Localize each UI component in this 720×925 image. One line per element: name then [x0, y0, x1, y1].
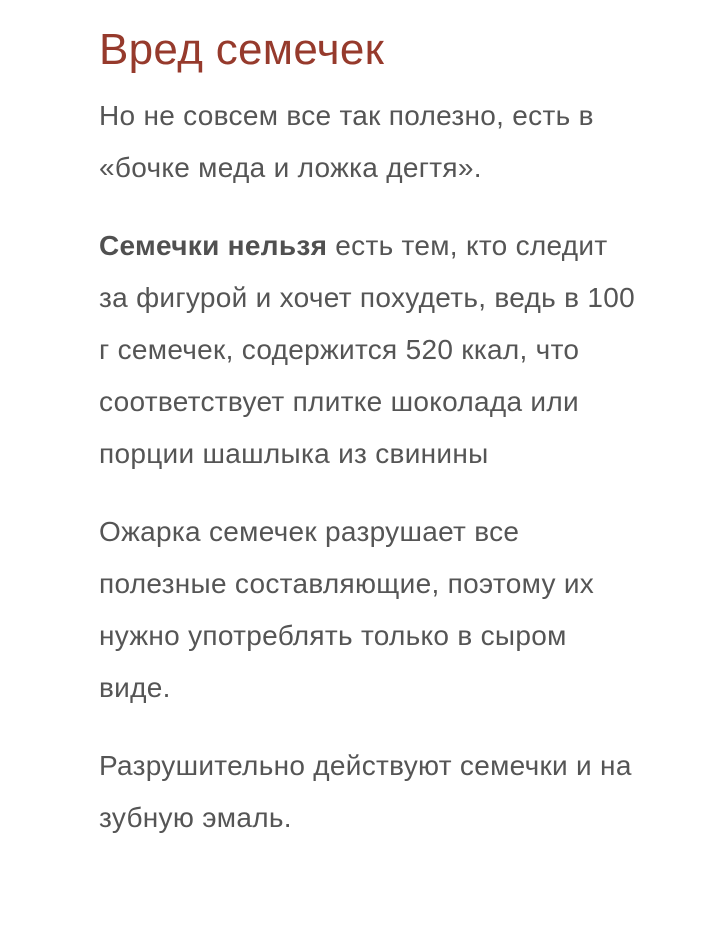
paragraph-calories — [99, 220, 639, 480]
article — [99, 20, 639, 844]
paragraph-roasting-text: Ожарка семечек разрушает все полезные составляющие, поэтому их нужно употреблять только в сыром виде. — [99, 516, 595, 703]
article-heading: Вред семечек — [99, 25, 385, 74]
paragraph-calories-text: есть тем, кто следит за фигурой и хочет похудеть, ведь в 100 г семечек, содержится 520 ккал, что соответствует плитке шоколада или порции шашлыка из свинины — [99, 230, 635, 469]
paragraph-enamel-text: Разрушительно действуют семечки и на зубную эмаль. — [99, 750, 632, 833]
paragraph-intro — [99, 90, 639, 194]
paragraph-enamel — [99, 740, 639, 844]
paragraph-roasting — [99, 506, 639, 714]
paragraph-intro-text: Но не совсем все так полезно, есть в «бочке меда и ложка дегтя». — [99, 100, 594, 183]
paragraph-calories-bold: Семечки нельзя — [99, 230, 328, 261]
